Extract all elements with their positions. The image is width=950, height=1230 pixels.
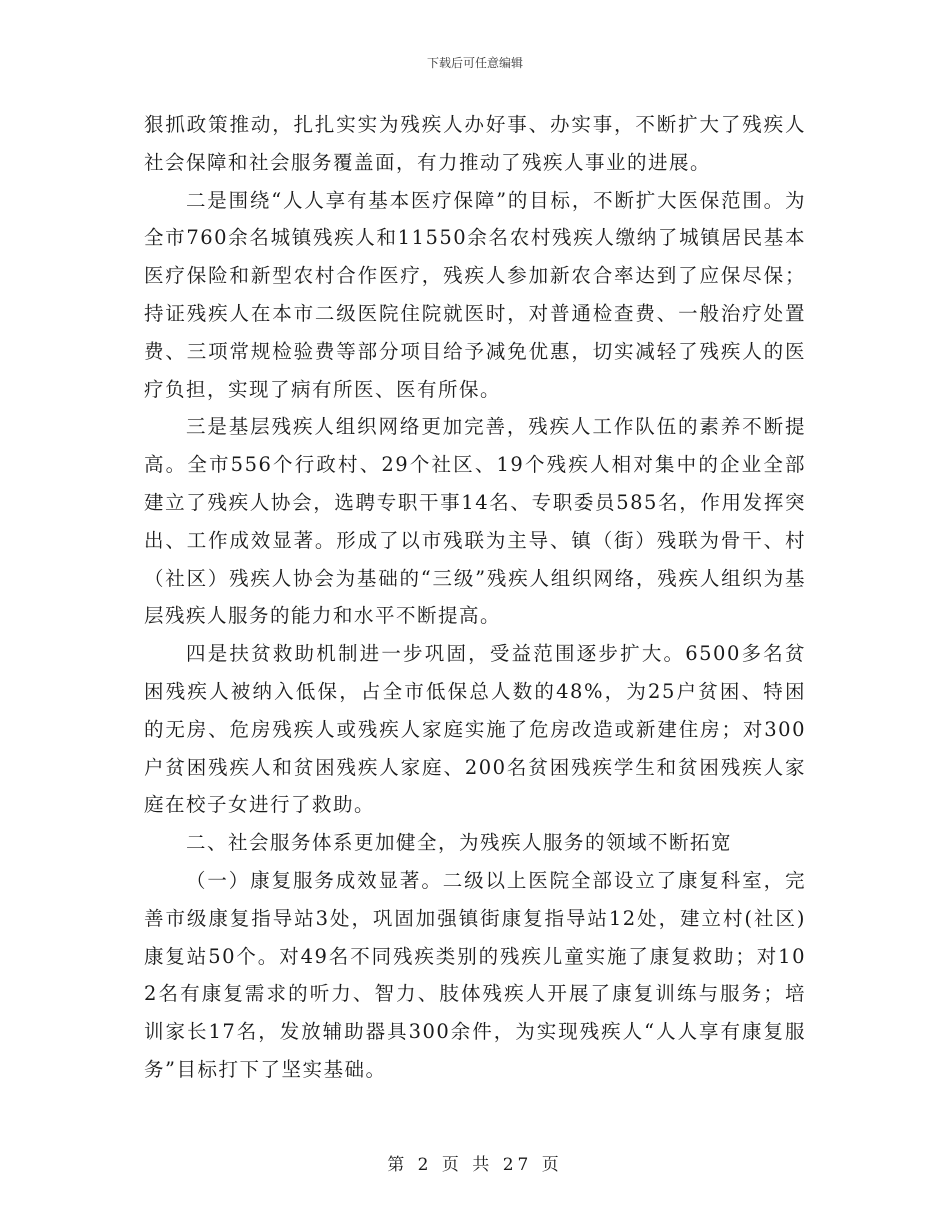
paragraph-5: （一）康复服务成效显著。二级以上医院全部设立了康复科室，完善市级康复指导站3处，巩固加强镇街康复指导站12处，建立村(社区)康复站50个。对49名不同残疾类别的残疾儿童实施了康复救助；对102名有康复需求的听力、智力、肢体残疾人开展了康复训练与服务；培训家长17名，发放辅助器具300余件，为实现残疾人“人人享有康复服务”目标打下了坚实基础。 [144,868,806,1081]
paragraph-4: 四是扶贫救助机制进一步巩固，受益范围逐步扩大。6500多名贫困残疾人被纳入低保，占全市低保总人数的48%，为25户贫困、特困的无房、危房残疾人或残疾人家庭实施了危房改造或新建住房；对300户贫困残疾人和贫困残疾人家庭、200名贫困残疾学生和贫困残疾人家庭在校子女进行了救助。 [144,642,806,817]
document-body [144,106,806,1089]
page-footer: 第 2 页 共 27 页 [387,1155,563,1175]
section-heading: 二、社会服务体系更加健全，为残疾人服务的领域不断拓宽 [186,831,733,855]
page-header: 下载后可任意编辑 [426,56,523,70]
paragraph-3: 三是基层残疾人组织网络更加完善，残疾人工作队伍的素养不断提高。全市556个行政村、29个社区、19个残疾人相对集中的企业全部建立了残疾人协会，选聘专职干事14名、专职委员585名，作用发挥突出、工作成效显著。形成了以市残联为主导、镇（街）残联为骨干、村（社区）残疾人协会为基础的“三级”残疾人组织网络，残疾人组织为基层残疾人服务的能力和水平不断提高。 [144,415,806,628]
paragraph-2: 二是围绕“人人享有基本医疗保障”的目标，不断扩大医保范围。为全市760余名城镇残疾人和11550余名农村残疾人缴纳了城镇居民基本医疗保险和新型农村合作医疗，残疾人参加新农合率达到了应保尽保；持证残疾人在本市二级医院住院就医时，对普通检查费、一般治疗处置费、三项常规检验费等部分项目给予减免优惠，切实减轻了残疾人的医疗负担，实现了病有所医、医有所保。 [144,188,806,401]
paragraph-1: 狠抓政策推动，扎扎实实为残疾人办好事、办实事，不断扩大了残疾人社会保障和社会服务覆盖面，有力推动了残疾人事业的进展。 [144,113,806,174]
